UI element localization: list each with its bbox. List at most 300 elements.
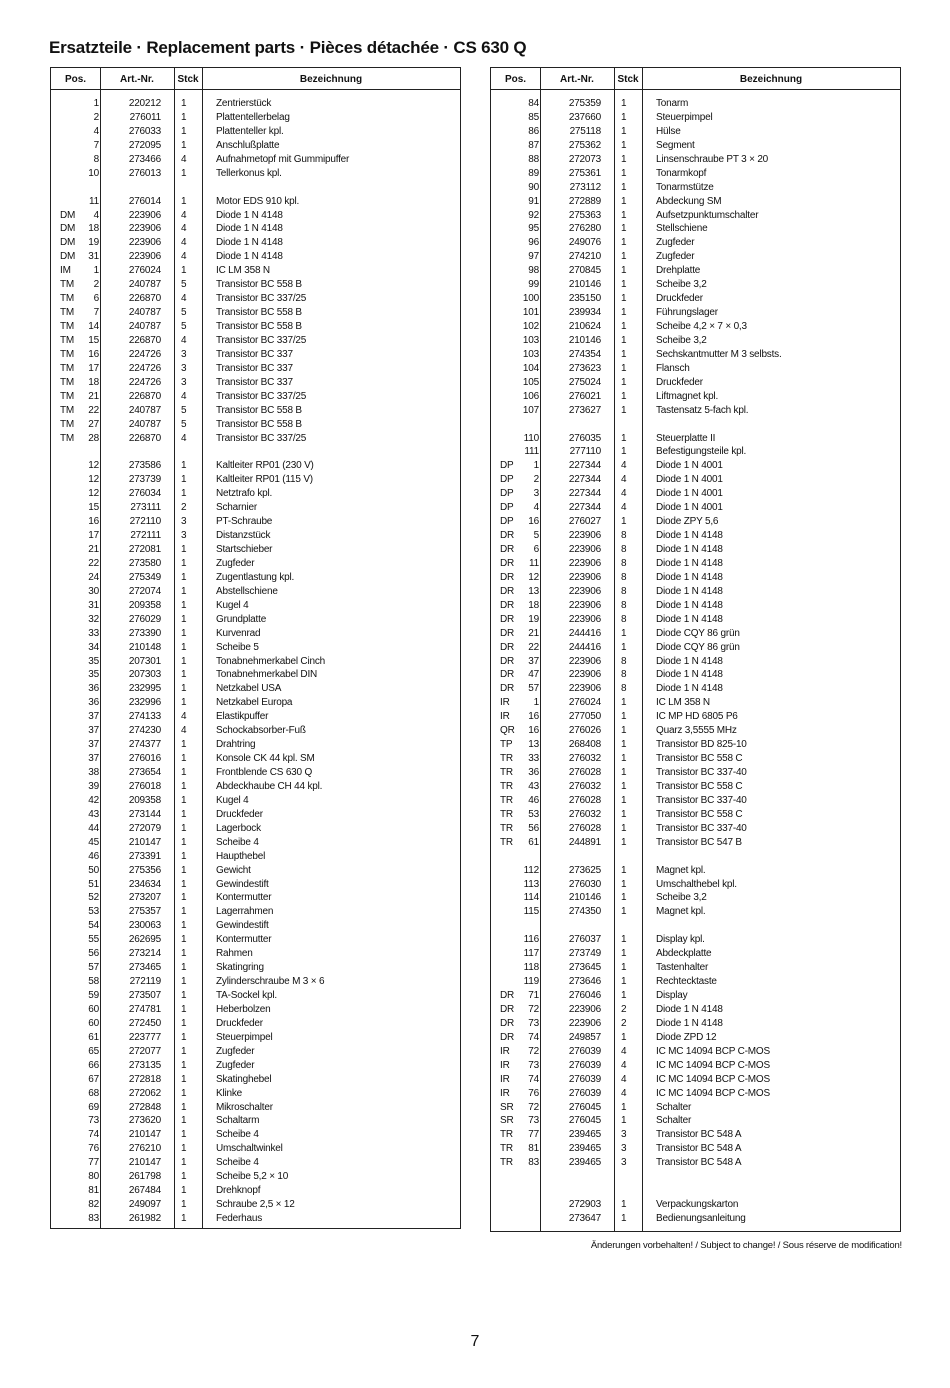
description: Transistor BC 558 B: [216, 418, 302, 430]
pos-number: 57: [528, 683, 539, 695]
article-number: 275024: [568, 376, 601, 388]
table-row: [51, 376, 460, 390]
pos-prefix: SR: [500, 1101, 514, 1113]
table-row: [491, 668, 900, 682]
quantity: 1: [621, 753, 627, 765]
quantity: 4: [181, 432, 187, 444]
quantity: 1: [621, 516, 627, 528]
pos-prefix: DR: [500, 683, 515, 695]
article-number: 274350: [568, 906, 601, 918]
quantity: 1: [621, 627, 627, 639]
quantity: 4: [621, 1073, 627, 1085]
article-number: 210146: [568, 892, 601, 904]
table-row: [51, 278, 460, 292]
table-row: [491, 696, 900, 710]
table-row: [51, 209, 460, 223]
quantity: 1: [181, 1143, 187, 1155]
table-row: [491, 989, 900, 1003]
pos-number: 53: [88, 906, 99, 918]
quantity: 1: [621, 808, 627, 820]
description: Aufnahmetopf mit Gummipuffer: [216, 153, 350, 165]
pos-prefix: DM: [60, 237, 76, 249]
description: Diode 1 N 4148: [656, 599, 723, 611]
description: Scheibe 4: [216, 1157, 259, 1169]
pos-number: 35: [88, 669, 99, 681]
table-row: [491, 836, 900, 850]
pos-number: 4: [93, 209, 99, 221]
table-row: [51, 1142, 460, 1156]
quantity: 1: [621, 962, 627, 974]
pos-number: 35: [88, 655, 99, 667]
quantity: 1: [621, 181, 627, 193]
pos-number: 102: [522, 321, 539, 332]
quantity: 4: [621, 1045, 627, 1057]
pos-prefix: DM: [60, 251, 76, 263]
table-row: [51, 432, 460, 446]
table-row: [51, 989, 460, 1003]
parts-table-left: [50, 67, 461, 1229]
pos-prefix: DR: [500, 613, 515, 625]
quantity: 1: [181, 1185, 187, 1197]
description: Frontblende CS 630 Q: [216, 767, 313, 778]
article-number: 224726: [128, 348, 161, 360]
quantity: 3: [181, 516, 187, 528]
quantity: 1: [181, 878, 187, 890]
pos-number: 81: [88, 1185, 99, 1197]
quantity: 1: [621, 767, 627, 778]
pos-prefix: IR: [500, 711, 510, 723]
quantity: 1: [181, 794, 187, 806]
article-number: 240787: [128, 404, 161, 416]
pos-number: 16: [88, 348, 99, 360]
pos-number: 107: [522, 404, 539, 416]
description: Skatingring: [216, 962, 264, 974]
pos-number: 11: [529, 557, 539, 569]
table-row: [51, 696, 460, 710]
description: Druckfeder: [216, 1017, 263, 1029]
quantity: 1: [621, 1101, 627, 1113]
quantity: 1: [621, 209, 627, 221]
table-row: [491, 794, 900, 808]
description: Diode 1 N 4001: [656, 460, 723, 472]
table-row: [491, 473, 900, 487]
parts-table-right: [490, 67, 901, 1232]
table-row: [51, 557, 460, 571]
pos-number: 15: [88, 502, 99, 514]
article-number: 273214: [128, 948, 161, 960]
description: Steuerpimpel: [216, 1031, 273, 1043]
pos-number: 6: [533, 544, 539, 555]
quantity: 1: [621, 348, 627, 360]
quantity: 3: [181, 362, 187, 374]
pos-prefix: QR: [500, 725, 515, 737]
pos-prefix: DR: [500, 1003, 515, 1015]
pos-prefix: DR: [500, 530, 515, 542]
quantity: 1: [181, 864, 187, 876]
pos-number: 90: [528, 181, 539, 193]
quantity: 1: [181, 474, 187, 486]
quantity: 1: [181, 1129, 187, 1141]
quantity: 3: [621, 1129, 627, 1141]
description: Tastenhalter: [656, 962, 709, 974]
description: Diode ZPD 12: [656, 1031, 717, 1043]
quantity: 1: [181, 641, 187, 653]
article-number: 210146: [568, 334, 601, 346]
quantity: 4: [181, 223, 187, 235]
table-row: [491, 641, 900, 655]
table-row: [491, 613, 900, 627]
table-row: [491, 167, 900, 181]
table-row: [491, 334, 900, 348]
article-number: 276013: [128, 167, 161, 179]
pos-prefix: TP: [500, 739, 513, 751]
table-row: [491, 919, 900, 933]
pos-prefix: TR: [500, 808, 513, 820]
table-row: [51, 891, 460, 905]
article-number: 272079: [128, 822, 161, 834]
description: Transistor BC 548 A: [656, 1129, 742, 1141]
quantity: 4: [621, 1087, 627, 1099]
table-row: [491, 571, 900, 585]
description: Zugfeder: [656, 251, 695, 263]
table-row: [51, 320, 460, 334]
pos-number: 22: [88, 557, 99, 569]
quantity: 1: [181, 990, 187, 1001]
pos-number: 16: [528, 516, 539, 528]
quantity: 1: [621, 976, 627, 988]
table-row: [491, 655, 900, 669]
table-row: [491, 362, 900, 376]
description: Klinke: [216, 1087, 243, 1099]
article-number: 272095: [128, 139, 161, 151]
table-row: [51, 125, 460, 139]
article-number: 210624: [568, 321, 601, 332]
table-row: [491, 891, 900, 905]
pos-number: 12: [528, 571, 539, 583]
table-row: [51, 167, 460, 181]
pos-number: 16: [528, 711, 539, 723]
article-number: 223906: [568, 613, 601, 625]
article-number: 272110: [129, 516, 161, 528]
description: Startschieber: [216, 544, 273, 555]
description: Diode 1 N 4001: [656, 502, 723, 514]
table-row: [51, 864, 460, 878]
table-row: [51, 752, 460, 766]
table-row: [51, 836, 460, 850]
pos-number: 88: [528, 153, 539, 165]
quantity: 1: [621, 1115, 627, 1127]
table-row: [491, 1184, 900, 1198]
table-row: [491, 1114, 900, 1128]
quantity: 1: [181, 571, 187, 583]
pos-prefix: TM: [60, 334, 75, 346]
article-number: 272903: [568, 1199, 601, 1211]
description: Kontermutter: [216, 892, 272, 904]
table-row: [51, 1128, 460, 1142]
table-row: [491, 459, 900, 473]
quantity: 8: [621, 585, 627, 597]
quantity: 1: [621, 990, 627, 1001]
pos-prefix: DM: [60, 223, 76, 235]
article-number: 223906: [568, 683, 601, 695]
description: Tonarmstütze: [656, 181, 714, 193]
quantity: 1: [181, 98, 187, 109]
article-number: 272889: [568, 195, 601, 207]
pos-number: 30: [88, 585, 99, 597]
description: Transistor BC 337-40: [656, 822, 747, 834]
description: Plattentellerbelag: [216, 111, 290, 123]
quantity: 2: [181, 502, 187, 514]
article-number: 276024: [128, 265, 161, 277]
description: Transistor BC 558 B: [216, 279, 302, 291]
article-number: 272119: [129, 976, 161, 988]
pos-number: 36: [528, 767, 539, 778]
table-row: [51, 222, 460, 236]
table-row: [491, 1156, 900, 1170]
pos-number: 42: [88, 794, 99, 806]
pos-number: 61: [528, 836, 539, 848]
quantity: 1: [181, 585, 187, 597]
article-number: 239465: [568, 1143, 601, 1155]
description: Diode 1 N 4148: [656, 1003, 723, 1015]
pos-prefix: DR: [500, 557, 515, 569]
article-number: 268408: [568, 739, 601, 751]
article-number: 235150: [568, 293, 601, 305]
article-number: 277050: [568, 711, 601, 723]
article-number: 273111: [130, 502, 161, 514]
header-qty: Stck: [177, 74, 199, 85]
article-number: 232996: [128, 697, 161, 709]
table-row: [491, 292, 900, 306]
quantity: 1: [621, 307, 627, 319]
article-number: 226870: [128, 390, 161, 402]
table-row: [51, 975, 460, 989]
description: Transistor BC 337/25: [216, 293, 307, 305]
description: Tonabnehmerkabel Cinch: [216, 655, 326, 667]
description: Distanzstück: [216, 530, 271, 542]
table-row: [491, 752, 900, 766]
pos-prefix: TM: [60, 376, 75, 388]
pos-prefix: DP: [500, 474, 514, 486]
quantity: 1: [621, 892, 627, 904]
quantity: 3: [621, 1143, 627, 1155]
quantity: 3: [181, 530, 187, 542]
pos-number: 19: [528, 613, 539, 625]
quantity: 1: [181, 697, 187, 709]
article-number: 244416: [568, 641, 601, 653]
table-row: [51, 613, 460, 627]
pos-prefix: DP: [500, 488, 514, 500]
article-number: 273465: [128, 962, 161, 974]
quantity: 4: [181, 153, 187, 165]
quantity: 1: [181, 627, 187, 639]
article-number: 223906: [568, 1017, 601, 1029]
article-number: 273135: [128, 1059, 161, 1071]
article-number: 267484: [128, 1185, 161, 1197]
quantity: 4: [621, 474, 627, 486]
description: TA-Sockel kpl.: [216, 990, 277, 1001]
article-number: 276045: [568, 1101, 601, 1113]
pos-number: 27: [88, 418, 99, 430]
pos-number: 92: [528, 209, 539, 221]
pos-prefix: TR: [500, 767, 513, 778]
table-row: [51, 682, 460, 696]
table-row: [491, 1045, 900, 1059]
description: Führungslager: [656, 307, 718, 319]
quantity: 1: [621, 153, 627, 165]
pos-number: 37: [88, 753, 99, 765]
description: Transistor BC 337/25: [216, 390, 307, 402]
quantity: 3: [181, 376, 187, 388]
pos-number: 106: [522, 390, 539, 402]
article-number: 239934: [568, 307, 601, 319]
pos-number: 74: [528, 1073, 539, 1085]
description: Scharnier: [216, 502, 257, 514]
pos-prefix: IR: [500, 1059, 510, 1071]
quantity: 1: [181, 1157, 187, 1169]
article-number: 276045: [568, 1115, 601, 1127]
quantity: 1: [181, 167, 187, 179]
pos-number: 1: [93, 98, 99, 109]
article-number: 223906: [568, 544, 601, 555]
table-row: [51, 947, 460, 961]
quantity: 1: [621, 390, 627, 402]
description: Magnet kpl.: [656, 864, 706, 876]
article-number: 276034: [128, 488, 161, 500]
pos-number: 67: [88, 1073, 99, 1085]
article-number: 227344: [568, 474, 601, 486]
pos-number: 114: [523, 892, 539, 904]
pos-number: 1: [533, 697, 539, 709]
pos-number: 3: [533, 488, 539, 500]
article-number: 276032: [568, 780, 601, 792]
article-number: 207303: [128, 669, 161, 681]
description: Transistor BC 337: [216, 348, 293, 360]
article-number: 273647: [568, 1213, 601, 1224]
table-row: [491, 515, 900, 529]
description: IC MC 14094 BCP C-MOS: [656, 1087, 770, 1099]
article-number: 244416: [568, 627, 601, 639]
quantity: 4: [181, 725, 187, 737]
article-number: 227344: [568, 488, 601, 500]
table-row: [491, 222, 900, 236]
description: Elastikpuffer: [216, 711, 269, 723]
table-row: [491, 627, 900, 641]
article-number: 223906: [128, 209, 161, 221]
table-row: [491, 445, 900, 459]
quantity: 1: [181, 822, 187, 834]
quantity: 1: [621, 1199, 627, 1211]
pos-number: 13: [528, 739, 539, 751]
pos-number: 32: [88, 613, 99, 625]
table-row: [491, 1198, 900, 1212]
description: Steuerpimpel: [656, 111, 713, 123]
pos-number: 34: [88, 641, 99, 653]
description: Transistor BC 548 A: [656, 1157, 742, 1169]
pos-number: 55: [88, 934, 99, 946]
article-number: 223906: [568, 585, 601, 597]
table-row: [491, 1087, 900, 1101]
description: Diode CQY 86 grün: [656, 641, 740, 653]
article-number: 224726: [128, 376, 161, 388]
pos-number: 60: [88, 1003, 99, 1015]
article-number: 276018: [128, 780, 161, 792]
quantity: 1: [621, 237, 627, 249]
pos-number: 21: [528, 627, 539, 639]
table-row: [491, 766, 900, 780]
quantity: 1: [181, 1101, 187, 1113]
pos-prefix: TM: [60, 432, 75, 444]
article-number: 276039: [568, 1073, 601, 1085]
quantity: 1: [181, 767, 187, 778]
pos-prefix: TM: [60, 293, 75, 305]
quantity: 2: [621, 1003, 627, 1015]
quantity: 1: [181, 1199, 187, 1211]
description: Befestigungsteile kpl.: [656, 446, 747, 458]
article-number: 223906: [568, 669, 601, 681]
quantity: 4: [181, 251, 187, 263]
article-number: 276030: [568, 878, 601, 890]
table-row: [51, 1170, 460, 1184]
article-number: 275363: [568, 209, 601, 221]
table-header: [51, 68, 460, 90]
page-title: Ersatzteile · Replacement parts · Pièces détachée · CS 630 Q: [49, 38, 527, 57]
article-number: 273586: [128, 460, 161, 472]
article-number: 274377: [128, 739, 161, 751]
article-number: 223906: [568, 530, 601, 542]
quantity: 1: [621, 265, 627, 277]
article-number: 272111: [130, 530, 161, 542]
pos-number: 51: [88, 878, 99, 890]
description: Transistor BC 558 C: [656, 780, 743, 792]
pos-number: 111: [524, 446, 539, 458]
article-number: 210146: [568, 279, 601, 291]
table-row: [491, 97, 900, 111]
pos-number: 33: [88, 627, 99, 639]
description: Diode 1 N 4148: [656, 1017, 723, 1029]
description: Heberbolzen: [216, 1003, 271, 1015]
quantity: 1: [181, 753, 187, 765]
article-number: 273749: [568, 948, 601, 960]
description: Magnet kpl.: [656, 906, 706, 918]
description: Skatinghebel: [216, 1073, 272, 1085]
description: Diode ZPY 5,6: [656, 516, 719, 528]
quantity: 1: [181, 1171, 187, 1183]
description: Scheibe 5: [216, 641, 259, 653]
table-row: [491, 1170, 900, 1184]
pos-number: 14: [88, 321, 99, 332]
table-row: [51, 668, 460, 682]
table-row: [491, 404, 900, 418]
quantity: 8: [621, 683, 627, 695]
table-body: [51, 97, 460, 1226]
quantity: 1: [621, 725, 627, 737]
header-qty: Stck: [617, 74, 639, 85]
quantity: 1: [181, 1003, 187, 1015]
pos-prefix: TR: [500, 822, 513, 834]
article-number: 276027: [568, 516, 601, 528]
description: Kurvenrad: [216, 627, 261, 639]
table-row: [51, 1059, 460, 1073]
description: Plattenteller kpl.: [216, 125, 284, 137]
quantity: 4: [621, 1059, 627, 1071]
table-row: [51, 306, 460, 320]
table-row: [491, 1212, 900, 1226]
pos-number: 18: [88, 223, 99, 235]
quantity: 8: [621, 530, 627, 542]
description: Abdeckung SM: [656, 195, 722, 207]
quantity: 1: [181, 1115, 187, 1127]
